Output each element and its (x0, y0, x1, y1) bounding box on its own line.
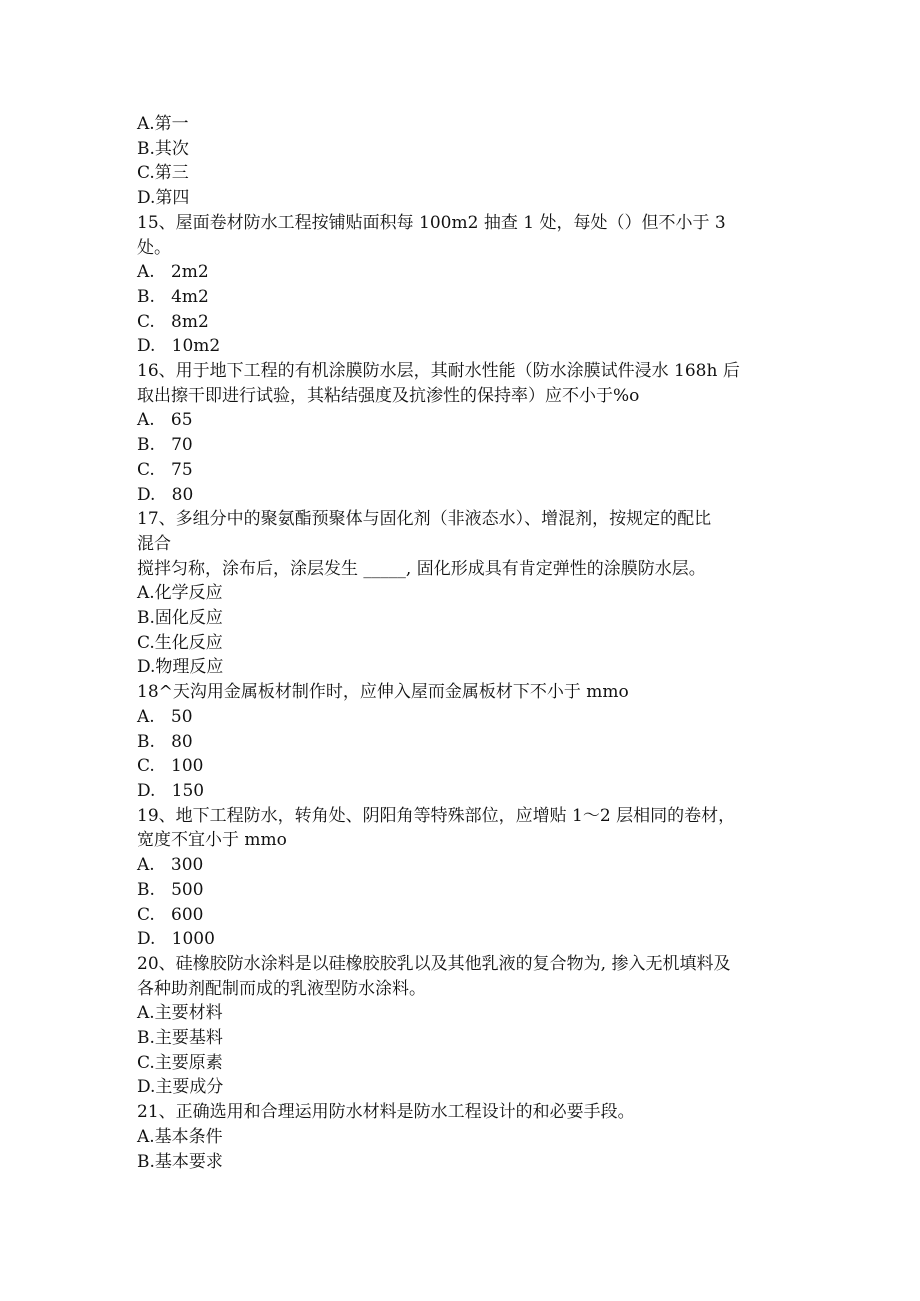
answer-option: D.主要成分 (137, 1077, 224, 1098)
answer-option: B.其次 (137, 138, 189, 159)
answer-option: A. 2m2 (137, 262, 209, 283)
question-text-line: 混合 (137, 533, 171, 554)
answer-option: A. 50 (137, 706, 193, 727)
answer-option: D. 1000 (137, 929, 215, 950)
question-text-line: 19、地下工程防水，转角处、阴阳角等特殊部位，应增贴 1～2 层相同的卷材， (137, 805, 736, 826)
answer-option: B. 4m2 (137, 286, 209, 307)
answer-option: C.生化反应 (137, 632, 223, 653)
answer-option: B.固化反应 (137, 608, 223, 629)
answer-option: D.第四 (137, 188, 190, 209)
answer-option: C. 8m2 (137, 311, 209, 332)
answer-option: A. 300 (137, 855, 204, 876)
document-page (137, 112, 797, 1174)
question-text-line: 16、用于地下工程的有机涂膜防水层，其耐水性能（防水涂膜试件浸水 168h 后 (137, 361, 740, 382)
answer-option: A. 65 (137, 410, 193, 431)
question-text-line: 搅拌匀称，涂布后，涂层发生 _____, 固化形成具有肯定弹性的涂膜防水层。 (137, 558, 706, 579)
answer-option: D. 10m2 (137, 336, 221, 357)
question-text-line: 处。 (137, 237, 171, 258)
answer-option: A.主要材料 (137, 1003, 223, 1024)
answer-option: B. 70 (137, 435, 193, 456)
question-text-line: 18^天沟用金属板材制作时，应伸入屋而金属板材下不小于 mmo (137, 682, 629, 703)
answer-option: B.主要基料 (137, 1028, 223, 1049)
answer-option: C. 600 (137, 904, 204, 925)
question-text-line: 取出擦干即进行试验，其粘结强度及抗渗性的保持率）应不小于%o (137, 385, 640, 406)
answer-option: C. 100 (137, 756, 204, 777)
answer-option: C.第三 (137, 163, 189, 184)
answer-option: D. 150 (137, 780, 205, 801)
question-text-line: 20、硅橡胶防水涂料是以硅橡胶胶乳以及其他乳液的复合物为, 掺入无机填料及 (137, 953, 731, 974)
question-text-line: 各种助剂配制而成的乳液型防水涂料。 (137, 978, 426, 999)
answer-option: A.化学反应 (137, 583, 223, 604)
answer-option: D.物理反应 (137, 657, 224, 678)
answer-option: B. 80 (137, 731, 193, 752)
question-text-line: 宽度不宜小于 mmo (137, 830, 287, 851)
answer-option: B. 500 (137, 879, 204, 900)
answer-option: D. 80 (137, 484, 194, 505)
question-text-line: 17、多组分中的聚氨酯预聚体与固化剂（非液态水）、增混剂，按规定的配比 (137, 509, 712, 530)
answer-option: C. 75 (137, 459, 193, 480)
answer-option: A.第一 (137, 114, 189, 134)
answer-option: C.主要原素 (137, 1052, 223, 1073)
answer-option: A.基本条件 (137, 1126, 223, 1147)
question-text-line: 21、正确选用和合理运用防水材料是防水工程设计的和必要手段。 (137, 1102, 635, 1123)
question-text-line: 15、屋面卷材防水工程按铺贴面积每 100m2 抽查 1 处，每处（）但不小于 3 (137, 212, 726, 233)
answer-option: B.基本要求 (137, 1151, 223, 1172)
